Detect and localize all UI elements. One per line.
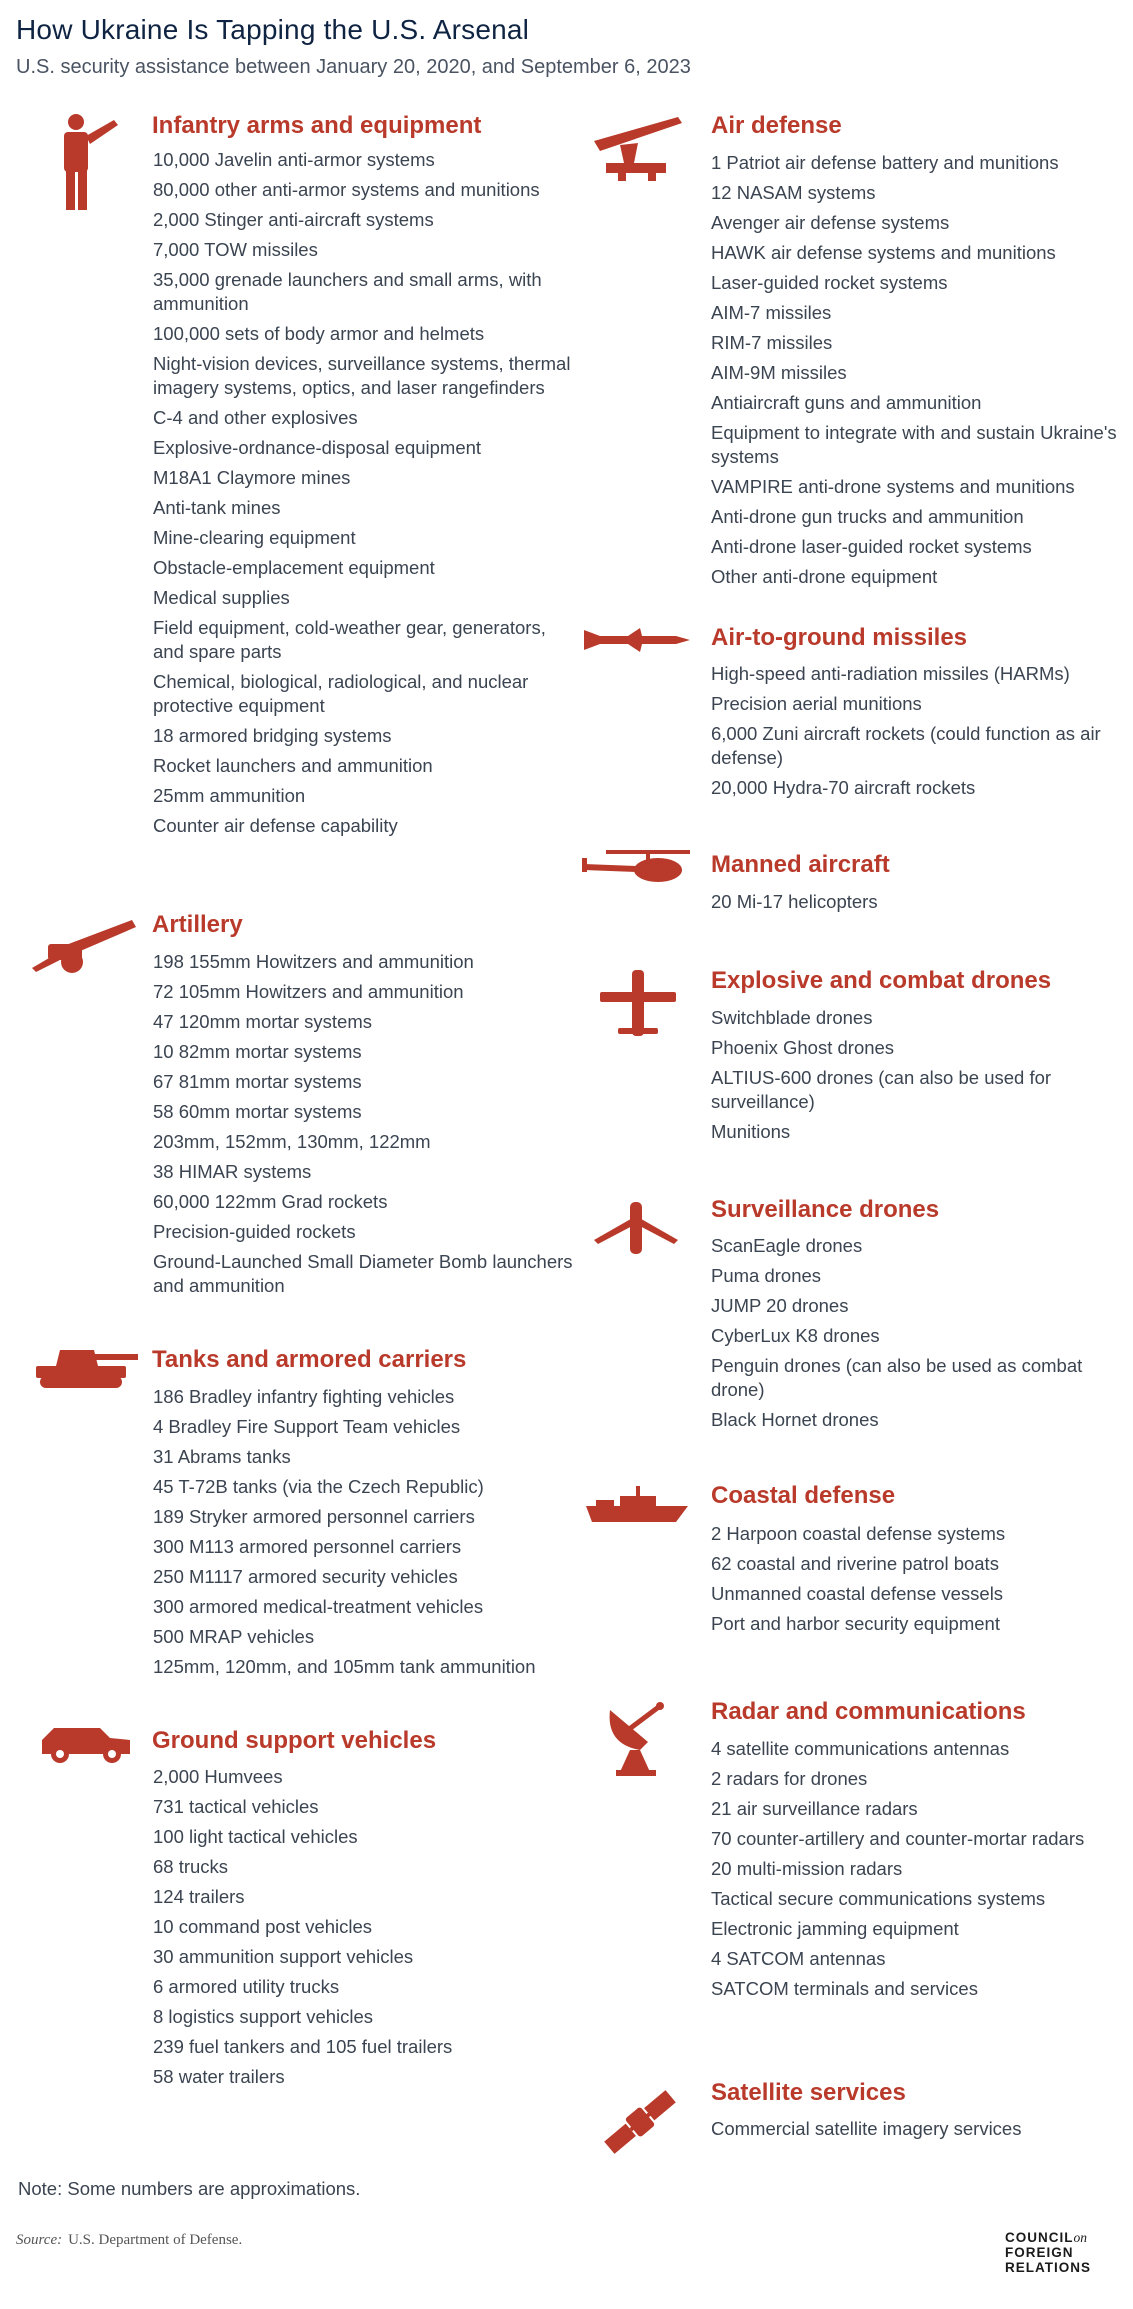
list-item: VAMPIRE anti-drone systems and munitions: [711, 476, 1075, 497]
list-item: 198 155mm Howitzers and ammunition: [153, 951, 474, 972]
list-item: 2 Harpoon coastal defense systems: [711, 1523, 1006, 1544]
list-item: 20,000 Hydra-70 aircraft rockets: [711, 777, 976, 798]
list-item: 300 M113 armored personnel carriers: [153, 1536, 462, 1557]
list-item: Medical supplies: [153, 587, 290, 608]
item-list: [153, 1765, 573, 2095]
section-title: Ground support vehicles: [152, 1727, 437, 1754]
list-item: SATCOM terminals and services: [711, 1978, 978, 1999]
item-list: [153, 950, 573, 1304]
list-item: Precision-guided rockets: [153, 1221, 356, 1242]
list-item: 731 tactical vehicles: [153, 1796, 319, 1817]
item-list: [711, 2117, 1131, 2147]
list-item: Chemical, biological, radiological, and nuclear protective equipment: [153, 671, 529, 716]
list-item: JUMP 20 drones: [711, 1295, 849, 1316]
footnote: Note: Some numbers are approximations.: [18, 2178, 361, 2199]
section-title: Coastal defense: [711, 1482, 896, 1509]
list-item: Obstacle-emplacement equipment: [153, 557, 435, 578]
list-item: 35,000 grenade launchers and small arms, with ammunition: [153, 269, 542, 314]
list-item: Puma drones: [711, 1265, 822, 1286]
list-item: Rocket launchers and ammunition: [153, 755, 433, 776]
list-item: 100,000 sets of body armor and helmets: [153, 323, 485, 344]
soldier-icon: [52, 112, 122, 212]
item-list: [711, 1737, 1131, 2007]
list-item: 31 Abrams tanks: [153, 1446, 291, 1467]
section-title: Air-to-ground missiles: [711, 624, 968, 651]
list-item: Other anti-drone equipment: [711, 566, 938, 587]
page-subtitle: U.S. security assistance between January 20, 2020, and September 6, 2023: [16, 56, 691, 78]
list-item: 2,000 Stinger anti-aircraft systems: [153, 209, 434, 230]
list-item: Ground-Launched Small Diameter Bomb launchers and ammunition: [153, 1251, 573, 1296]
list-item: 25mm ammunition: [153, 785, 306, 806]
list-item: 70 counter-artillery and counter-mortar radars: [711, 1828, 1085, 1849]
list-item: AIM-7 missiles: [711, 302, 832, 323]
list-item: 10 command post vehicles: [153, 1916, 373, 1937]
list-item: Antiaircraft guns and ammunition: [711, 392, 982, 413]
list-item: 100 light tactical vehicles: [153, 1826, 358, 1847]
section-title: Surveillance drones: [711, 1196, 940, 1223]
list-item: Mine-clearing equipment: [153, 527, 356, 548]
list-item: 20 Mi-17 helicopters: [711, 891, 878, 912]
list-item: Commercial satellite imagery services: [711, 2118, 1022, 2139]
list-item: 203mm, 152mm, 130mm, 122mm: [153, 1131, 431, 1152]
surveillance-drone-icon: [592, 1200, 680, 1256]
helicopter-icon: [580, 848, 692, 888]
list-item: 6,000 Zuni aircraft rockets (could function as air defense): [711, 723, 1101, 768]
list-item: 18 armored bridging systems: [153, 725, 392, 746]
radar-dish-icon: [604, 1702, 668, 1778]
list-item: 21 air surveillance radars: [711, 1798, 918, 1819]
list-item: 4 SATCOM antennas: [711, 1948, 886, 1969]
list-item: 125mm, 120mm, and 105mm tank ammunition: [153, 1656, 536, 1677]
list-item: Anti-drone laser-guided rocket systems: [711, 536, 1032, 557]
list-item: Precision aerial munitions: [711, 693, 922, 714]
boat-icon: [584, 1484, 690, 1524]
list-item: 124 trailers: [153, 1886, 245, 1907]
list-item: 30 ammunition support vehicles: [153, 1946, 414, 1967]
list-item: Anti-tank mines: [153, 497, 281, 518]
list-item: Field equipment, cold-weather gear, generators, and spare parts: [153, 617, 546, 662]
list-item: Avenger air defense systems: [711, 212, 950, 233]
list-item: RIM-7 missiles: [711, 332, 833, 353]
list-item: High-speed anti-radiation missiles (HARMs): [711, 663, 1070, 684]
list-item: 189 Stryker armored personnel carriers: [153, 1506, 475, 1527]
list-item: Unmanned coastal defense vessels: [711, 1583, 1004, 1604]
item-list: [153, 148, 573, 844]
missile-launcher-icon: [592, 115, 684, 183]
list-item: 58 60mm mortar systems: [153, 1101, 362, 1122]
section-title: Artillery: [152, 911, 243, 938]
list-item: 10 82mm mortar systems: [153, 1041, 362, 1062]
list-item: CyberLux K8 drones: [711, 1325, 880, 1346]
howitzer-icon: [28, 918, 140, 974]
satellite-icon: [598, 2082, 682, 2162]
list-item: 7,000 TOW missiles: [153, 239, 318, 260]
list-item: Tactical secure communications systems: [711, 1888, 1046, 1909]
list-item: ALTIUS-600 drones (can also be used for surveillance): [711, 1067, 1052, 1112]
list-item: 8 logistics support vehicles: [153, 2006, 374, 2027]
tank-icon: [32, 1346, 140, 1390]
section-title: Satellite services: [711, 2079, 906, 2106]
section-title: Infantry arms and equipment: [152, 112, 482, 139]
item-list: [711, 151, 1131, 595]
section-title: Radar and communications: [711, 1698, 1026, 1725]
combat-drone-icon: [598, 968, 678, 1040]
list-item: 4 Bradley Fire Support Team vehicles: [153, 1416, 461, 1437]
list-item: Equipment to integrate with and sustain Ukraine's systems: [711, 422, 1117, 467]
section-title: Manned aircraft: [711, 851, 890, 878]
list-item: 67 81mm mortar systems: [153, 1071, 362, 1092]
list-item: ScanEagle drones: [711, 1235, 863, 1256]
section-title: Air defense: [711, 112, 842, 139]
list-item: Penguin drones (can also be used as combat drone): [711, 1355, 1083, 1400]
source-line: [16, 2232, 242, 2249]
list-item: 4 satellite communications antennas: [711, 1738, 1010, 1759]
list-item: Black Hornet drones: [711, 1409, 879, 1430]
source-text: U.S. Department of Defense.: [68, 2232, 243, 2248]
page-title: How Ukraine Is Tapping the U.S. Arsenal: [16, 14, 530, 45]
list-item: 58 water trailers: [153, 2066, 285, 2087]
list-item: 12 NASAM systems: [711, 182, 876, 203]
list-item: Night-vision devices, surveillance systems, thermal imagery systems, optics, and laser rangefinders: [153, 353, 571, 398]
list-item: 72 105mm Howitzers and ammunition: [153, 981, 464, 1002]
section-title: Tanks and armored carriers: [152, 1346, 467, 1373]
list-item: Electronic jamming equipment: [711, 1918, 959, 1939]
list-item: Port and harbor security equipment: [711, 1613, 1000, 1634]
missile-icon: [582, 626, 692, 654]
list-item: 20 multi-mission radars: [711, 1858, 903, 1879]
list-item: 6 armored utility trucks: [153, 1976, 340, 1997]
list-item: 186 Bradley infantry fighting vehicles: [153, 1386, 455, 1407]
list-item: 500 MRAP vehicles: [153, 1626, 315, 1647]
item-list: [711, 890, 1131, 920]
list-item: 60,000 122mm Grad rockets: [153, 1191, 388, 1212]
list-item: 80,000 other anti-armor systems and munitions: [153, 179, 540, 200]
item-list: [711, 1522, 1131, 1642]
list-item: Explosive-ordnance-disposal equipment: [153, 437, 482, 458]
list-item: Counter air defense capability: [153, 815, 398, 836]
list-item: AIM-9M missiles: [711, 362, 847, 383]
item-list: [711, 1006, 1131, 1150]
list-item: M18A1 Claymore mines: [153, 467, 351, 488]
list-item: Switchblade drones: [711, 1007, 873, 1028]
list-item: HAWK air defense systems and munitions: [711, 242, 1056, 263]
list-item: 2,000 Humvees: [153, 1766, 283, 1787]
item-list: [153, 1385, 573, 1685]
cfr-logo: COUNCILon FOREIGN RELATIONS: [1005, 2230, 1091, 2275]
section-title: Explosive and combat drones: [711, 967, 1052, 994]
list-item: Munitions: [711, 1121, 791, 1142]
list-item: C-4 and other explosives: [153, 407, 358, 428]
list-item: Laser-guided rocket systems: [711, 272, 948, 293]
list-item: Anti-drone gun trucks and ammunition: [711, 506, 1024, 527]
list-item: 68 trucks: [153, 1856, 229, 1877]
list-item: 10,000 Javelin anti-armor systems: [153, 149, 435, 170]
list-item: 47 120mm mortar systems: [153, 1011, 372, 1032]
list-item: 1 Patriot air defense battery and munitions: [711, 152, 1059, 173]
source-label: Source:: [16, 2232, 63, 2248]
list-item: 239 fuel tankers and 105 fuel trailers: [153, 2036, 453, 2057]
list-item: 38 HIMAR systems: [153, 1161, 312, 1182]
list-item: 45 T-72B tanks (via the Czech Republic): [153, 1476, 484, 1497]
item-list: [711, 1234, 1131, 1438]
list-item: Phoenix Ghost drones: [711, 1037, 895, 1058]
item-list: [711, 662, 1131, 806]
humvee-icon: [40, 1724, 132, 1764]
list-item: 250 M1117 armored security vehicles: [153, 1566, 458, 1587]
list-item: 2 radars for drones: [711, 1768, 868, 1789]
list-item: 62 coastal and riverine patrol boats: [711, 1553, 999, 1574]
list-item: 300 armored medical-treatment vehicles: [153, 1596, 484, 1617]
